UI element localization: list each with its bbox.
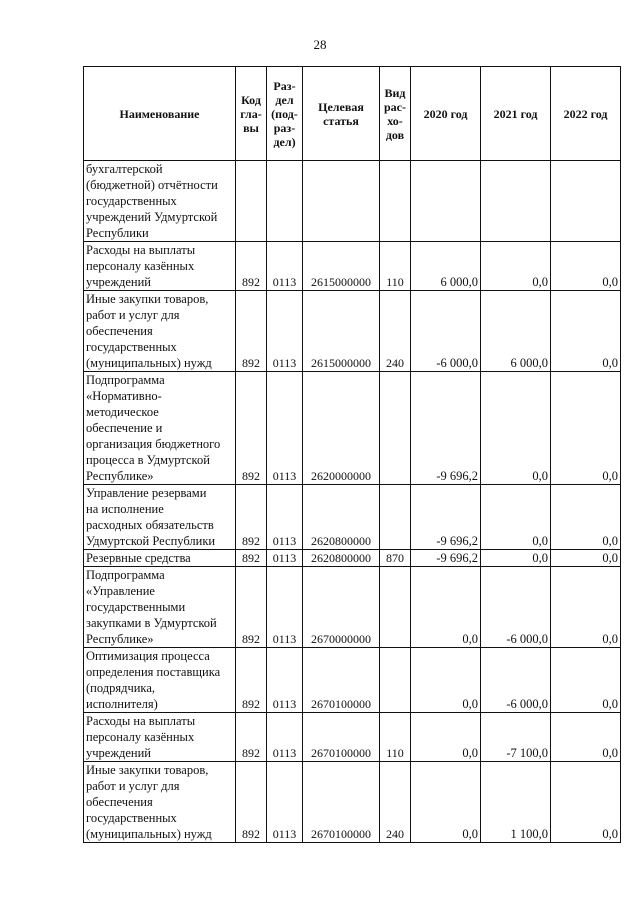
- table-row: [84, 713, 621, 762]
- row-2020: -9 696,2: [411, 372, 481, 485]
- row-2021: -7 100,0: [481, 713, 551, 762]
- row-section: 0113: [267, 372, 303, 485]
- row-2021: 6 000,0: [481, 291, 551, 372]
- row-name: Подпрограмма «Нормативно- методическое обеспечение и организация бюджетного процесса в Удмуртской Республике»: [84, 372, 236, 485]
- row-2021: -6 000,0: [481, 648, 551, 713]
- col-header-chapter: Код гла- вы: [236, 67, 267, 161]
- row-2020: -6 000,0: [411, 291, 481, 372]
- col-header-2021: 2021 год: [481, 67, 551, 161]
- col-header-name: Наименование: [84, 67, 236, 161]
- row-name: Иные закупки товаров, работ и услуг для обеспечения государственных (муниципальных) нужд: [84, 291, 236, 372]
- row-kind: 240: [380, 291, 411, 372]
- col-header-section: Раз- дел (под- раз- дел): [267, 67, 303, 161]
- table-row: [84, 485, 621, 550]
- row-target: 2670100000: [303, 648, 380, 713]
- row-2020: -9 696,2: [411, 550, 481, 567]
- row-2020: 0,0: [411, 567, 481, 648]
- table-row: [84, 550, 621, 567]
- row-2022: 0,0: [551, 550, 621, 567]
- row-2022: 0,0: [551, 242, 621, 291]
- row-section: 0113: [267, 567, 303, 648]
- row-2020: 6 000,0: [411, 242, 481, 291]
- row-target: 2615000000: [303, 242, 380, 291]
- row-2022: 0,0: [551, 485, 621, 550]
- row-name: Подпрограмма «Управление государственными закупками в Удмуртской Республике»: [84, 567, 236, 648]
- col-header-kind: Вид рас- хо- дов: [380, 67, 411, 161]
- row-2022: 0,0: [551, 648, 621, 713]
- row-section: 0113: [267, 242, 303, 291]
- row-2022: [551, 161, 621, 242]
- row-chapter: 892: [236, 372, 267, 485]
- row-2021: 0,0: [481, 242, 551, 291]
- row-section: 0113: [267, 485, 303, 550]
- row-2022: 0,0: [551, 713, 621, 762]
- row-kind: 110: [380, 713, 411, 762]
- row-section: 0113: [267, 648, 303, 713]
- row-2021: 1 100,0: [481, 762, 551, 843]
- row-kind: 870: [380, 550, 411, 567]
- row-target: 2670000000: [303, 567, 380, 648]
- row-2022: 0,0: [551, 762, 621, 843]
- row-section: 0113: [267, 550, 303, 567]
- row-name: Расходы на выплаты персоналу казённых учреждений: [84, 242, 236, 291]
- row-target: 2620800000: [303, 485, 380, 550]
- row-chapter: 892: [236, 762, 267, 843]
- row-2021: -6 000,0: [481, 567, 551, 648]
- row-section: 0113: [267, 291, 303, 372]
- row-kind: [380, 567, 411, 648]
- row-2022: 0,0: [551, 372, 621, 485]
- row-chapter: 892: [236, 242, 267, 291]
- row-name: Резервные средства: [84, 550, 236, 567]
- table-row: [84, 291, 621, 372]
- row-target: 2615000000: [303, 291, 380, 372]
- row-kind: [380, 648, 411, 713]
- row-target: 2670100000: [303, 713, 380, 762]
- row-chapter: 892: [236, 713, 267, 762]
- row-2020: -9 696,2: [411, 485, 481, 550]
- row-chapter: [236, 161, 267, 242]
- row-target: 2620800000: [303, 550, 380, 567]
- row-2020: [411, 161, 481, 242]
- table-row: [84, 161, 621, 242]
- row-2021: [481, 161, 551, 242]
- row-target: 2620000000: [303, 372, 380, 485]
- row-kind: 240: [380, 762, 411, 843]
- row-chapter: 892: [236, 485, 267, 550]
- row-section: 0113: [267, 762, 303, 843]
- col-header-target: Целевая статья: [303, 67, 380, 161]
- table-row: [84, 372, 621, 485]
- row-kind: [380, 372, 411, 485]
- row-name: Расходы на выплаты персоналу казённых учреждений: [84, 713, 236, 762]
- row-2022: 0,0: [551, 291, 621, 372]
- header-row: [84, 67, 621, 161]
- table-row: [84, 242, 621, 291]
- row-chapter: 892: [236, 567, 267, 648]
- row-2021: 0,0: [481, 550, 551, 567]
- table-row: [84, 762, 621, 843]
- row-target: 2670100000: [303, 762, 380, 843]
- row-section: [267, 161, 303, 242]
- row-name: Иные закупки товаров, работ и услуг для обеспечения государственных (муниципальных) нужд: [84, 762, 236, 843]
- budget-table: [83, 66, 621, 843]
- row-2021: 0,0: [481, 485, 551, 550]
- row-chapter: 892: [236, 648, 267, 713]
- col-header-2022: 2022 год: [551, 67, 621, 161]
- table-row: [84, 648, 621, 713]
- row-chapter: 892: [236, 550, 267, 567]
- row-2022: 0,0: [551, 567, 621, 648]
- row-2020: 0,0: [411, 762, 481, 843]
- page-number: 28: [313, 37, 327, 52]
- row-kind: 110: [380, 242, 411, 291]
- row-kind: [380, 161, 411, 242]
- row-name: Управление резервами на исполнение расходных обязательств Удмуртской Республики: [84, 485, 236, 550]
- row-kind: [380, 485, 411, 550]
- row-target: [303, 161, 380, 242]
- row-2021: 0,0: [481, 372, 551, 485]
- row-2020: 0,0: [411, 713, 481, 762]
- row-chapter: 892: [236, 291, 267, 372]
- col-header-2020: 2020 год: [411, 67, 481, 161]
- row-section: 0113: [267, 713, 303, 762]
- row-name: бухгалтерской (бюджетной) отчётности государственных учреждений Удмуртской Республики: [84, 161, 236, 242]
- table-row: [84, 567, 621, 648]
- row-2020: 0,0: [411, 648, 481, 713]
- row-name: Оптимизация процесса определения поставщика (подрядчика, исполнителя): [84, 648, 236, 713]
